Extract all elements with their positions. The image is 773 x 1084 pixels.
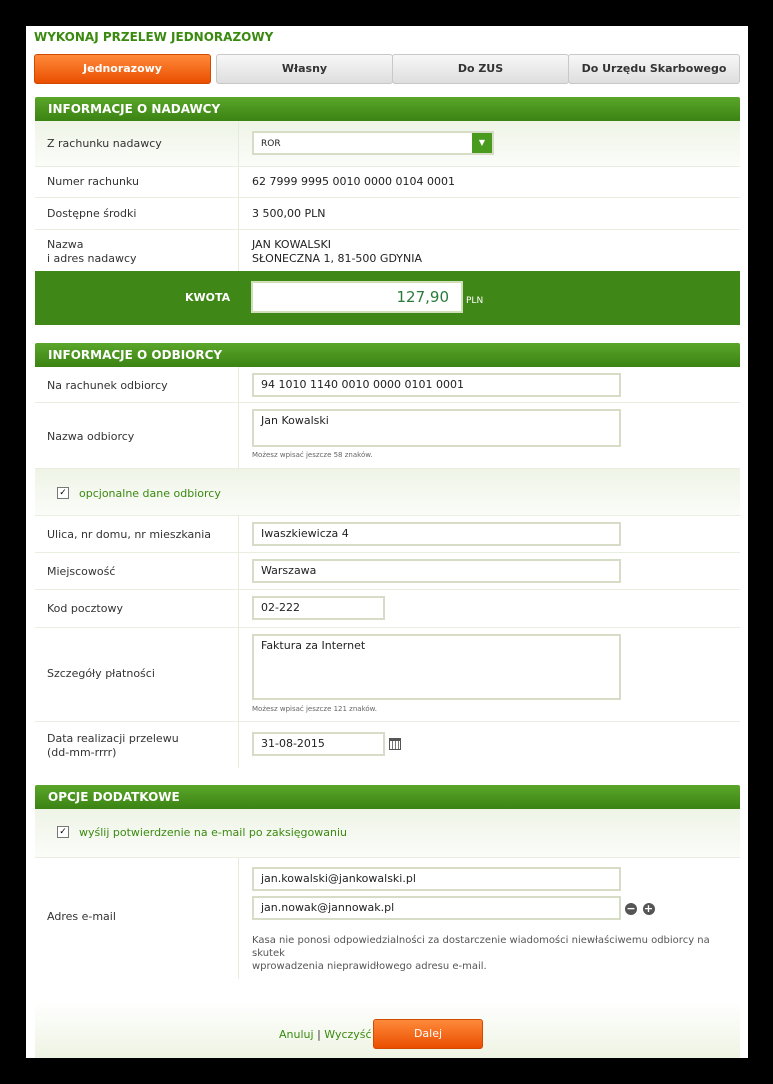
payment-details-textarea[interactable]: Faktura za Internet <box>252 634 621 700</box>
email-confirmation-label[interactable]: wyślij potwierdzenie na e-mail po zaksięgowaniu <box>79 826 348 839</box>
add-email-icon[interactable]: + <box>643 902 654 915</box>
sender-name <box>252 238 422 266</box>
sender-section <box>35 97 740 325</box>
recipient-header: INFORMACJE O ODBIORCY <box>35 343 740 367</box>
options-section <box>35 785 740 979</box>
email-label: Adres e-mail <box>47 910 116 923</box>
recipient-name-textarea[interactable]: Jan Kowalski <box>252 409 621 447</box>
street-input[interactable]: Iwaszkiewicza 4 <box>252 522 621 546</box>
payment-details-hint: Możesz wpisać jeszcze 121 znaków. <box>252 705 377 713</box>
recipient-name-label: Nazwa odbiorcy <box>47 430 135 443</box>
available-funds: 3 500,00 PLN <box>252 207 326 220</box>
calendar-icon[interactable] <box>389 738 401 750</box>
zip-label: Kod pocztowy <box>47 602 123 615</box>
sender-name-label-line1: Nazwa <box>47 238 84 251</box>
chevron-down-icon: ▼ <box>472 133 492 153</box>
city-row <box>35 553 740 590</box>
account-number-label: Numer rachunku <box>47 175 139 188</box>
sender-account-select[interactable] <box>252 131 494 155</box>
email-disclaimer <box>252 934 722 973</box>
remove-email-icon[interactable]: − <box>626 902 636 915</box>
disclaimer-line1: Kasa nie ponosi odpowiedzialności za dostarczenie wiadomości niewłaściwemu odbiorcy na skutek <box>252 935 710 959</box>
email-input-2[interactable]: jan.nowak@jannowak.pl <box>252 896 621 920</box>
tab-jednorazowy[interactable]: Jednorazowy <box>34 54 211 84</box>
recipient-account-input[interactable]: 94 1010 1140 0010 0000 0101 0001 <box>252 373 621 397</box>
sender-header: INFORMACJE O NADAWCY <box>35 97 740 121</box>
email-actions <box>625 902 655 915</box>
street-label: Ulica, nr domu, nr mieszkania <box>47 528 212 541</box>
email-input-1[interactable]: jan.kowalski@jankowalski.pl <box>252 867 621 891</box>
form-footer <box>35 1002 740 1058</box>
footer-separator: | <box>317 1028 321 1041</box>
optional-data-label[interactable]: opcjonalne dane odbiorcy <box>79 487 221 500</box>
transfer-page <box>26 26 748 1058</box>
recipient-account-label: Na rachunek odbiorcy <box>47 379 168 392</box>
optional-data-checkbox[interactable]: ✓ <box>57 487 69 499</box>
tab-do-urzedu-skarbowego[interactable]: Do Urzędu Skarbowego <box>568 54 740 84</box>
zip-row <box>35 590 740 628</box>
date-label <box>47 732 179 760</box>
date-label-line2: (dd-mm-rrrr) <box>47 746 117 759</box>
city-label: Miejscowość <box>47 565 116 578</box>
recipient-name-row <box>35 403 740 469</box>
optional-data-row <box>35 469 740 516</box>
recipient-name-hint: Możesz wpisać jeszcze 58 znaków. <box>252 451 373 459</box>
payment-details-label: Szczegóły płatności <box>47 667 155 680</box>
account-number-row <box>35 167 740 198</box>
sender-name-label <box>47 238 137 266</box>
cancel-link[interactable]: Anuluj <box>279 1028 314 1041</box>
city-input[interactable]: Warszawa <box>252 559 621 583</box>
tab-do-zus[interactable]: Do ZUS <box>392 54 569 84</box>
sender-name-row <box>35 230 740 271</box>
email-row <box>35 858 740 979</box>
sender-name-label-line2: i adres nadawcy <box>47 252 137 265</box>
date-label-line1: Data realizacji przelewu <box>47 732 179 745</box>
disclaimer-line2: wprowadzenia nieprawidłowego adresu e-mail. <box>252 961 487 972</box>
date-row <box>35 722 740 768</box>
options-header: OPCJE DODATKOWE <box>35 785 740 809</box>
amount-input[interactable]: 127,90 <box>251 281 463 313</box>
page-title: WYKONAJ PRZELEW JEDNORAZOWY <box>34 30 274 44</box>
amount-label: KWOTA <box>185 291 231 304</box>
sender-name-line1: JAN KOWALSKI <box>252 238 331 251</box>
street-row <box>35 516 740 553</box>
payment-details-row <box>35 628 740 722</box>
transfer-type-tabs <box>34 54 740 84</box>
currency-label: PLN <box>466 296 484 306</box>
sender-address-line: SŁONECZNA 1, 81-500 GDYNIA <box>252 252 423 265</box>
email-confirmation-row <box>35 809 740 858</box>
email-confirmation-checkbox[interactable]: ✓ <box>57 826 69 838</box>
available-funds-row <box>35 198 740 230</box>
date-input[interactable]: 31-08-2015 <box>252 732 385 756</box>
account-select-value: ROR <box>261 139 281 149</box>
footer-links <box>279 1028 372 1041</box>
zip-input[interactable]: 02-222 <box>252 596 385 620</box>
sender-account-select-row <box>35 121 740 167</box>
recipient-section <box>35 343 740 768</box>
recipient-account-row <box>35 367 740 403</box>
next-button[interactable]: Dalej <box>373 1019 483 1049</box>
funds-label: Dostępne środki <box>47 207 137 220</box>
account-number: 62 7999 9995 0010 0000 0104 0001 <box>252 175 455 188</box>
tab-wlasny[interactable]: Własny <box>216 54 393 84</box>
clear-link[interactable]: Wyczyść <box>324 1028 372 1041</box>
account-select-label: Z rachunku nadawcy <box>47 137 162 150</box>
amount-row <box>35 271 740 325</box>
